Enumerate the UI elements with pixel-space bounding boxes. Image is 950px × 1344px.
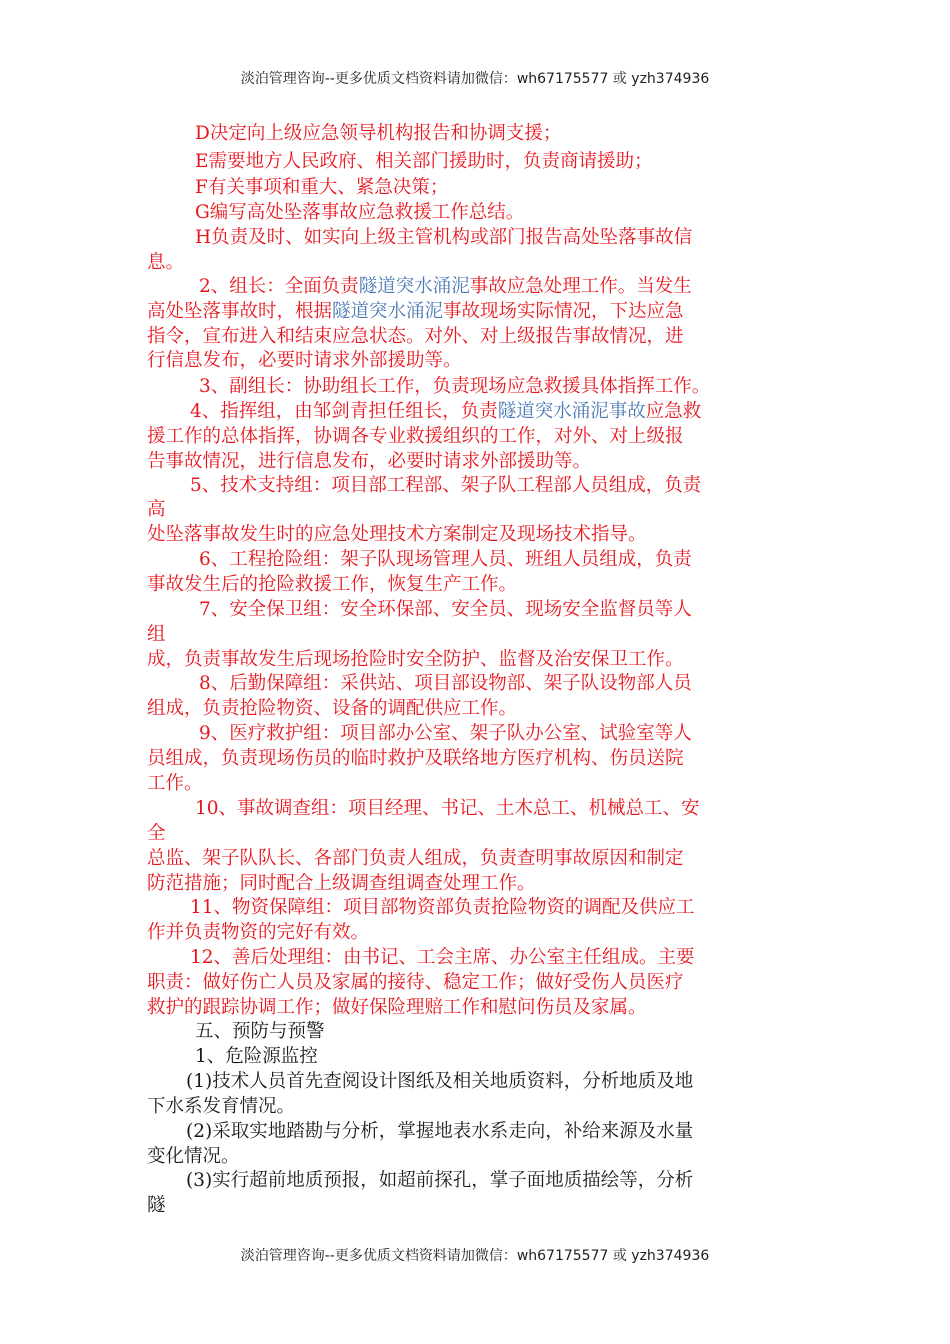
text-line: 全 — [147, 823, 166, 844]
text-line: 9、医疗救护组：项目部办公室、架子队办公室、试验室等人 — [199, 723, 692, 744]
text-line: 变化情况。 — [147, 1146, 240, 1167]
text-line: 防范措施；同时配合上级调查组调查处理工作。 — [147, 873, 536, 894]
page-footer: 淡泊管理咨询--更多优质文档资料请加微信：wh67175577 或 yzh374936 — [240, 1248, 710, 1264]
text-line: 5、技术支持组：项目部工程部、架子队工程部人员组成，负责 — [190, 475, 702, 496]
text-line: G编写高处坠落事故应急救援工作总结。 — [195, 202, 525, 223]
text-line: (3)实行超前地质预报，如超前探孔，掌子面地质描绘等，分析 — [186, 1170, 694, 1191]
text-line: 援工作的总体指挥，协调各专业救援组织的工作，对外、对上级报 — [147, 426, 684, 447]
text-line: F有关事项和重大、紧急决策； — [195, 177, 449, 198]
text-line: 处坠落事故发生时的应急处理技术方案制定及现场技术指导。 — [147, 524, 647, 545]
subsection-heading: 1、危险源监控 — [195, 1046, 318, 1067]
text-line: 成，负责事故发生后现场抢险时安全防护、监督及治安保卫工作。 — [147, 649, 684, 670]
text-line: 12、善后处理组：由书记、工会主席、办公室主任组成。主要 — [190, 947, 695, 968]
text-line: 事故发生后的抢险救援工作，恢复生产工作。 — [147, 574, 518, 595]
text-line: 工作。 — [147, 773, 203, 794]
text-line: 8、后勤保障组：采供站、项目部设物部、架子队设物部人员 — [199, 673, 692, 694]
text-line: 救护的跟踪协调工作；做好保险理赔工作和慰问伤员及家属。 — [147, 997, 647, 1018]
text-line: (2)采取实地踏勘与分析，掌握地表水系走向，补给来源及水量 — [186, 1121, 694, 1142]
text-line: (1)技术人员首先查阅设计图纸及相关地质资料，分析地质及地 — [186, 1071, 694, 1092]
section-heading: 五、预防与预警 — [195, 1021, 325, 1042]
text-line: 组 — [147, 624, 166, 645]
text-line: 行信息发布，必要时请求外部援助等。 — [147, 350, 462, 371]
text-line: 组成，负责抢险物资、设备的调配供应工作。 — [147, 698, 518, 719]
page-header: 淡泊管理咨询--更多优质文档资料请加微信：wh67175577 或 yzh374936 — [240, 71, 710, 87]
text-line: 3、副组长：协助组长工作，负责现场应急救援具体指挥工作。 — [199, 376, 711, 397]
text-line: 员组成，负责现场伤员的临时救护及联络地方医疗机构、伤员送院 — [147, 748, 684, 769]
text-line: 隧 — [147, 1195, 166, 1216]
text-line: 告事故情况，进行信息发布，必要时请求外部援助等。 — [147, 451, 592, 472]
text-line: H负责及时、如实向上级主管机构或部门报告高处坠落事故信 — [195, 227, 693, 248]
text-line: 指令，宣布进入和结束应急状态。对外、对上级报告事故情况，进 — [147, 326, 684, 347]
text-line: 11、物资保障组：项目部物资部负责抢险物资的调配及供应工 — [190, 897, 695, 918]
text-line: E需要地方人民政府、相关部门援助时，负责商请援助； — [195, 151, 653, 172]
text-line: 息。 — [147, 252, 185, 273]
text-line: 高处坠落事故时，根据隧道突水涌泥事故现场实际情况，下达应急 — [147, 301, 684, 322]
text-line: 2、组长：全面负责隧道突水涌泥事故应急处理工作。当发生 — [199, 276, 692, 297]
text-line: 作并负责物资的完好有效。 — [147, 922, 370, 943]
text-line: 6、工程抢险组：架子队现场管理人员、班组人员组成，负责 — [199, 549, 692, 570]
text-line: 高 — [147, 499, 166, 520]
text-line: 7、安全保卫组：安全环保部、安全员、现场安全监督员等人 — [199, 599, 692, 620]
text-line: 4、指挥组，由邹剑青担任组长，负责隧道突水涌泥事故应急救 — [190, 401, 702, 422]
text-line: 职责：做好伤亡人员及家属的接待、稳定工作；做好受伤人员医疗 — [147, 972, 684, 993]
text-line: 总监、架子队队长、各部门负责人组成，负责查明事故原因和制定 — [147, 848, 684, 869]
text-line: 下水系发育情况。 — [147, 1096, 296, 1117]
text-line: 10、事故调查组：项目经理、书记、土木总工、机械总工、安 — [195, 798, 700, 819]
text-line: D决定向上级应急领导机构报告和协调支援； — [195, 123, 562, 144]
